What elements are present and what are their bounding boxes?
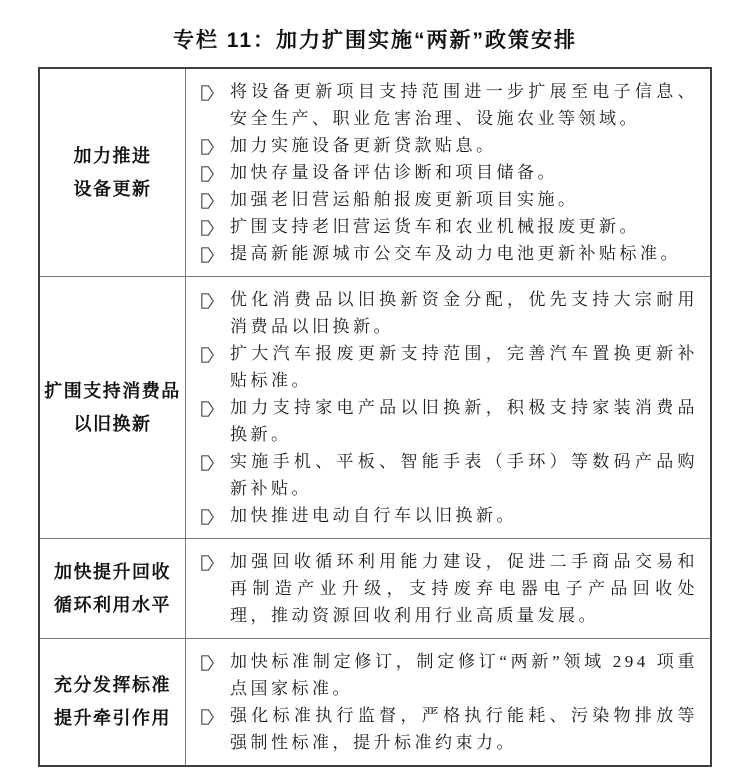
pentagon-right-arrow-icon (201, 220, 214, 236)
list-item (186, 286, 698, 340)
table-row (40, 276, 710, 538)
row-header-line: 充分发挥标准 (54, 675, 171, 695)
table-row (40, 638, 710, 765)
bullet-text: 加快推进电动自行车以旧换新。 (230, 506, 517, 525)
pentagon-right-arrow-icon (201, 555, 214, 571)
list-item (186, 648, 698, 702)
bullet-text: 加强老旧营运船舶报废更新项目实施。 (230, 190, 579, 209)
list-item (186, 502, 698, 529)
pentagon-right-arrow-icon (201, 509, 214, 525)
pentagon-right-arrow-icon (201, 293, 214, 309)
list-item (186, 213, 698, 240)
row-header (40, 639, 186, 765)
list-item (186, 159, 698, 186)
pentagon-right-arrow-icon (201, 166, 214, 182)
pentagon-right-arrow-icon (201, 85, 214, 101)
pentagon-right-arrow-icon (201, 139, 214, 155)
bullet-text: 扩围支持老旧营运货车和农业机械报废更新。 (230, 217, 640, 236)
pentagon-right-arrow-icon (201, 401, 214, 417)
list-item (186, 132, 698, 159)
row-header (40, 277, 186, 538)
row-header-line: 以旧换新 (73, 413, 152, 434)
bullet-text: 优化消费品以旧换新资金分配，优先支持大宗耐用消费品以旧换新。 (230, 290, 698, 336)
bullet-text: 扩大汽车报废更新支持范围，完善汽车置换更新补贴标准。 (230, 344, 698, 390)
row-header (40, 69, 186, 276)
row-header (40, 539, 186, 638)
row-header-line: 加力推进 (73, 145, 152, 166)
table-row (40, 538, 710, 638)
row-header-line: 设备更新 (73, 178, 152, 199)
bullet-text: 加快存量设备评估诊断和项目储备。 (230, 163, 558, 182)
bullet-text: 加力实施设备更新贷款贴息。 (230, 136, 497, 155)
row-header-line: 循环利用水平 (54, 594, 171, 615)
bullet-text: 实施手机、平板、智能手表（手环）等数码产品购新补贴。 (230, 452, 698, 498)
list-item (186, 702, 698, 756)
list-item (186, 548, 698, 629)
row-content (186, 69, 710, 276)
pentagon-right-arrow-icon (201, 709, 214, 725)
row-content (186, 639, 710, 765)
pentagon-right-arrow-icon (201, 455, 214, 471)
row-header-line: 提升牵引作用 (54, 708, 171, 728)
bullet-text: 加强回收循环利用能力建设，促进二手商品交易和再制造产业升级，支持废弃电器电子产品回收处理，推动资源回收利用行业高质量发展。 (230, 552, 698, 625)
table-row (40, 69, 710, 276)
row-content (186, 539, 710, 638)
page-title: 专栏 11：加力扩围实施“两新”政策安排 (172, 29, 578, 52)
bullet-text: 强化标准执行监督，严格执行能耗、污染物排放等强制性标准，提升标准约束力。 (230, 706, 698, 752)
pentagon-right-arrow-icon (201, 193, 214, 209)
list-item (186, 186, 698, 213)
list-item (186, 394, 698, 448)
bullet-text: 加快标准制定修订，制定修订“两新”领域 294 项重点国家标准。 (230, 652, 698, 698)
policy-table (38, 67, 712, 767)
list-item (186, 448, 698, 502)
list-item (186, 240, 698, 267)
bullet-text: 加力支持家电产品以旧换新，积极支持家装消费品换新。 (230, 398, 698, 444)
pentagon-right-arrow-icon (201, 655, 214, 671)
list-item (186, 78, 698, 132)
pentagon-right-arrow-icon (201, 347, 214, 363)
pentagon-right-arrow-icon (201, 247, 214, 263)
bullet-text: 将设备更新项目支持范围进一步扩展至电子信息、安全生产、职业危害治理、设施农业等领域。 (230, 82, 698, 128)
row-header-line: 加快提升回收 (54, 561, 171, 582)
list-item (186, 340, 698, 394)
bullet-text: 提高新能源城市公交车及动力电池更新补贴标准。 (230, 244, 681, 263)
row-header-line: 扩围支持消费品 (44, 380, 181, 401)
row-content (186, 277, 710, 538)
